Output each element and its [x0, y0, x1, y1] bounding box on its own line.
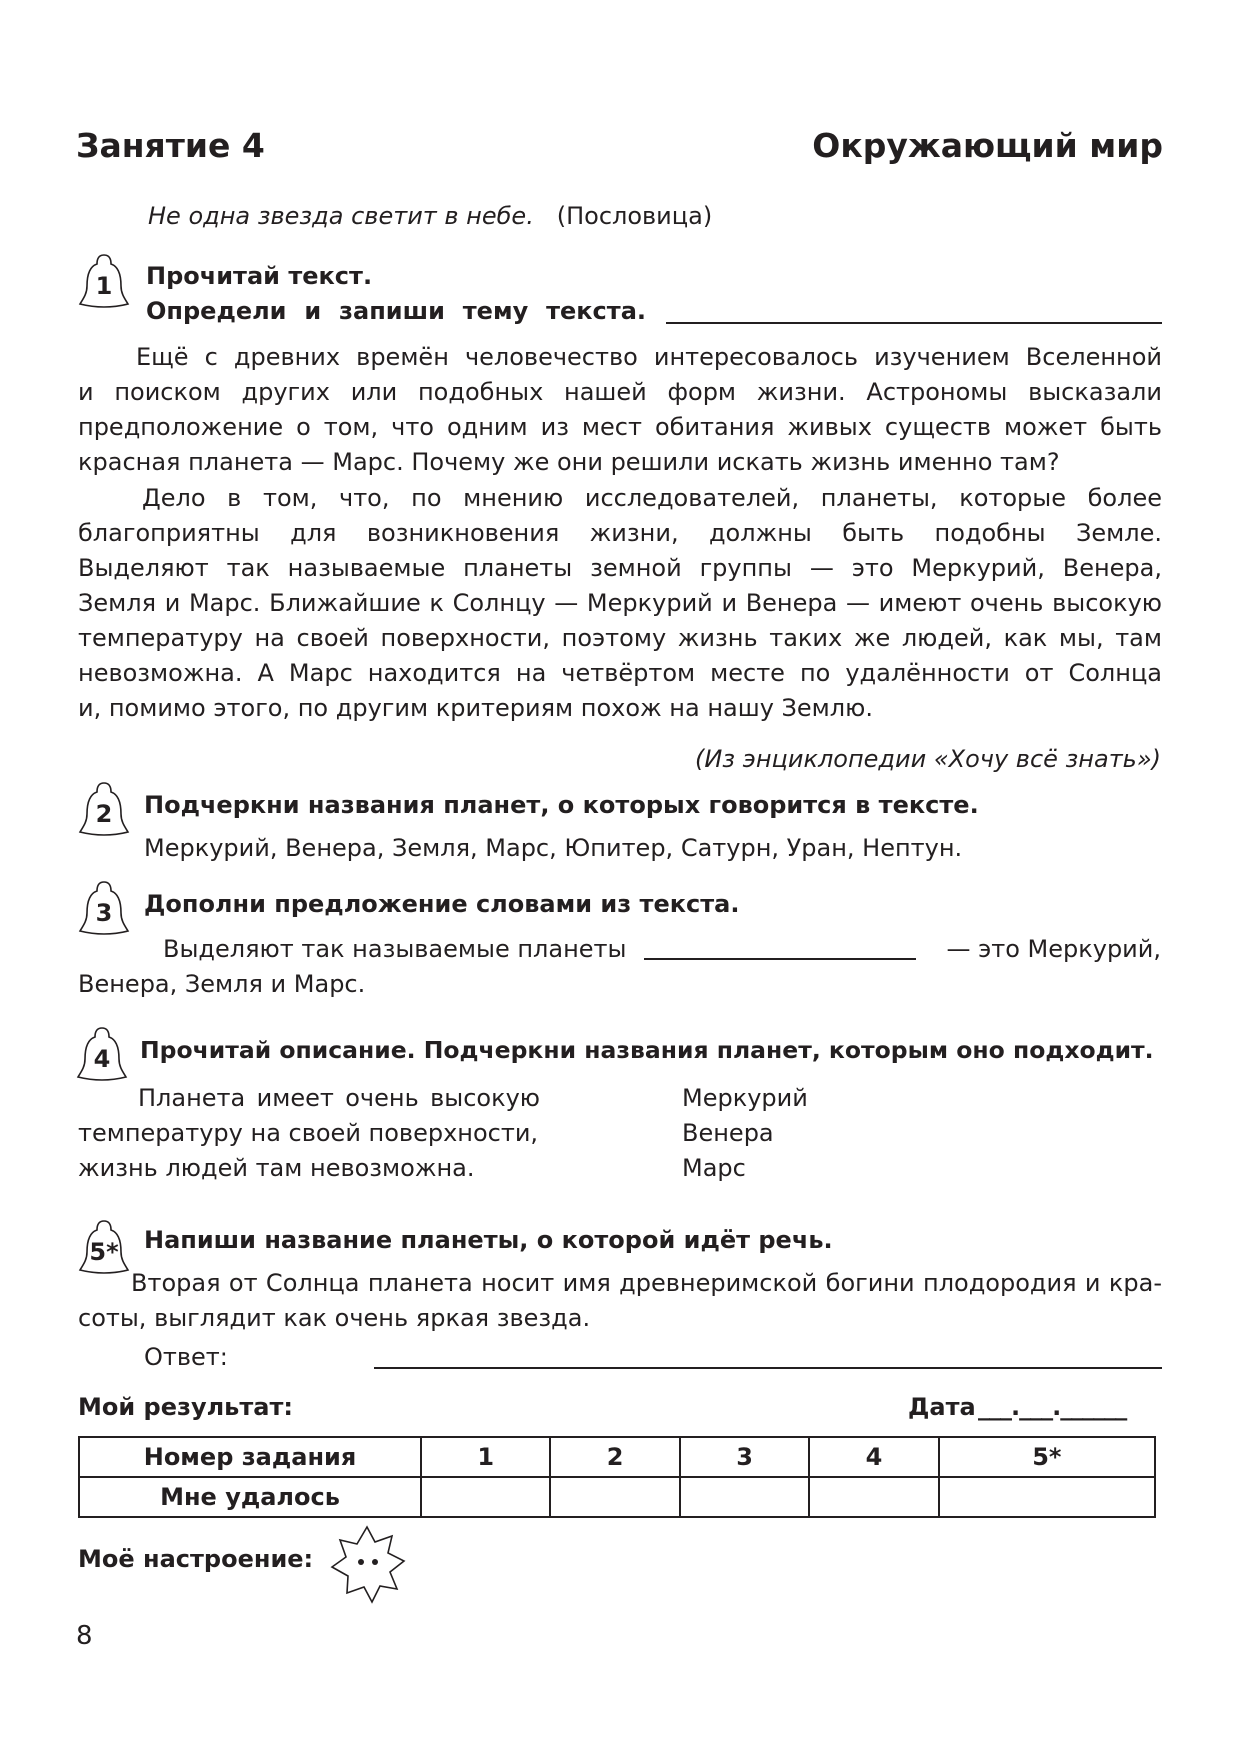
- text-line: невозможна. А Марс находится на четвёртом месте по удалённости от Солнца: [78, 659, 1162, 687]
- task-4-options: [682, 1081, 808, 1186]
- planet-option[interactable]: Меркурий: [682, 1084, 808, 1112]
- task-3-sentence-start: Выделяют так называемые планеты: [163, 935, 627, 963]
- result-table-header-row: [79, 1437, 1155, 1477]
- lesson-title: Занятие 4: [76, 126, 265, 165]
- result-label: Мой результат:: [78, 1393, 293, 1421]
- text-line: температуру на своей поверхности, поэтому жизнь таких же людей, как мы, там: [78, 624, 1162, 652]
- task-3-number: 3: [95, 899, 113, 927]
- task-3-sentence-end: Венера, Земля и Марс.: [78, 970, 366, 998]
- text-line: Выделяют так называемые планеты земной группы — это Меркурий, Венера,: [78, 554, 1162, 582]
- text-line: Планета имеет очень высокую: [138, 1084, 540, 1112]
- text-line: Дело в том, что, по мнению исследователей, планеты, которые более: [142, 484, 1162, 512]
- task-1-answer-line[interactable]: [666, 322, 1162, 324]
- task-3-title: Дополни предложение словами из текста.: [144, 890, 740, 918]
- result-input-cell[interactable]: [809, 1477, 938, 1517]
- task-1-source: (Из энциклопедии «Хочу всё знать»): [694, 745, 1161, 773]
- text-line: Земля и Марс. Ближайшие к Солнцу — Меркурий и Венера — имеют очень высокую: [78, 589, 1162, 617]
- text-line: и поиском других или подобных нашей форм жизни. Астрономы высказали: [78, 378, 1162, 406]
- text-line: красная планета — Марс. Почему же они решили искать жизнь именно там?: [78, 448, 1060, 476]
- task-5-title: Напиши название планеты, о которой идёт речь.: [144, 1226, 833, 1254]
- task-3-sentence-mid: — это Меркурий,: [946, 935, 1161, 963]
- task-2-planet-list: Меркурий, Венера, Земля, Марс, Юпитер, Сатурн, Уран, Нептун.: [144, 834, 963, 862]
- result-input-cell[interactable]: [550, 1477, 679, 1517]
- task-2-title: Подчеркни названия планет, о которых говорится в тексте.: [144, 791, 979, 819]
- task-1-number: 1: [95, 272, 113, 300]
- proverb-quote: Не одна звезда светит в небе.: [148, 202, 534, 230]
- task-4-bell-icon: [76, 1025, 128, 1085]
- task-4-description: [78, 1081, 540, 1186]
- text-line: предположение о том, что одним из мест обитания живых существ может быть: [78, 413, 1162, 441]
- task-1-title-line2: Определи и запиши тему текста.: [146, 297, 646, 325]
- header-cell: 1: [421, 1437, 550, 1477]
- text-line: жизнь людей там невозможна.: [78, 1154, 475, 1182]
- header-cell: 5*: [939, 1437, 1155, 1477]
- task-5-number: 5*: [89, 1238, 119, 1266]
- text-line: температуру на своей поверхности,: [78, 1119, 539, 1147]
- page-number: 8: [76, 1621, 93, 1651]
- result-input-cell[interactable]: [680, 1477, 809, 1517]
- subject-title: Окружающий мир: [812, 126, 1163, 165]
- proverb-source: (Пословица): [556, 202, 713, 230]
- planet-option[interactable]: Марс: [682, 1154, 746, 1182]
- text-line: соты, выглядит как очень яркая звезда.: [78, 1304, 591, 1332]
- task-4-title: Прочитай описание. Подчеркни названия планет, которым оно подходит.: [140, 1036, 1154, 1064]
- planet-option[interactable]: Венера: [682, 1119, 774, 1147]
- result-table: [78, 1436, 1156, 1518]
- result-input-cell[interactable]: [939, 1477, 1155, 1517]
- header-cell: 2: [550, 1437, 679, 1477]
- task-1-paragraph-2: [78, 481, 1162, 726]
- mood-label: Моё настроение:: [78, 1545, 314, 1573]
- text-line: Вторая от Солнца планета носит имя древнеримской богини плодородия и кра-: [131, 1269, 1162, 1297]
- task-1-paragraph-1: [78, 340, 1162, 480]
- text-line: и, помимо этого, по другим критериям похож на нашу Землю.: [78, 694, 873, 722]
- proverb: [148, 202, 712, 230]
- text-line: Ещё с древних времён человечество интересовалось изучением Вселенной: [136, 343, 1162, 371]
- mood-star-icon[interactable]: [326, 1523, 408, 1605]
- result-table-row: [79, 1477, 1155, 1517]
- task-5-text: [78, 1266, 1162, 1336]
- row-label-cell: Мне удалось: [79, 1477, 421, 1517]
- task-4-number: 4: [93, 1045, 111, 1073]
- task-5-answer-label: Ответ:: [144, 1343, 228, 1371]
- date-field[interactable]: ___.___.______: [978, 1393, 1127, 1421]
- header-cell: 4: [809, 1437, 938, 1477]
- task-1-title-line1: Прочитай текст.: [146, 262, 373, 290]
- task-2-number: 2: [95, 800, 113, 828]
- task-3-bell-icon: [78, 879, 130, 939]
- task-5-answer-line[interactable]: [374, 1367, 1162, 1369]
- date-label: Дата: [908, 1393, 976, 1421]
- task-2-bell-icon: [78, 780, 130, 840]
- text-line: благоприятны для возникновения жизни, должны быть подобны Земле.: [78, 519, 1162, 547]
- task-3-answer-line[interactable]: [644, 958, 916, 960]
- header-cell: Номер задания: [79, 1437, 421, 1477]
- header-cell: 3: [680, 1437, 809, 1477]
- result-input-cell[interactable]: [421, 1477, 550, 1517]
- task-1-bell-icon: [78, 252, 130, 312]
